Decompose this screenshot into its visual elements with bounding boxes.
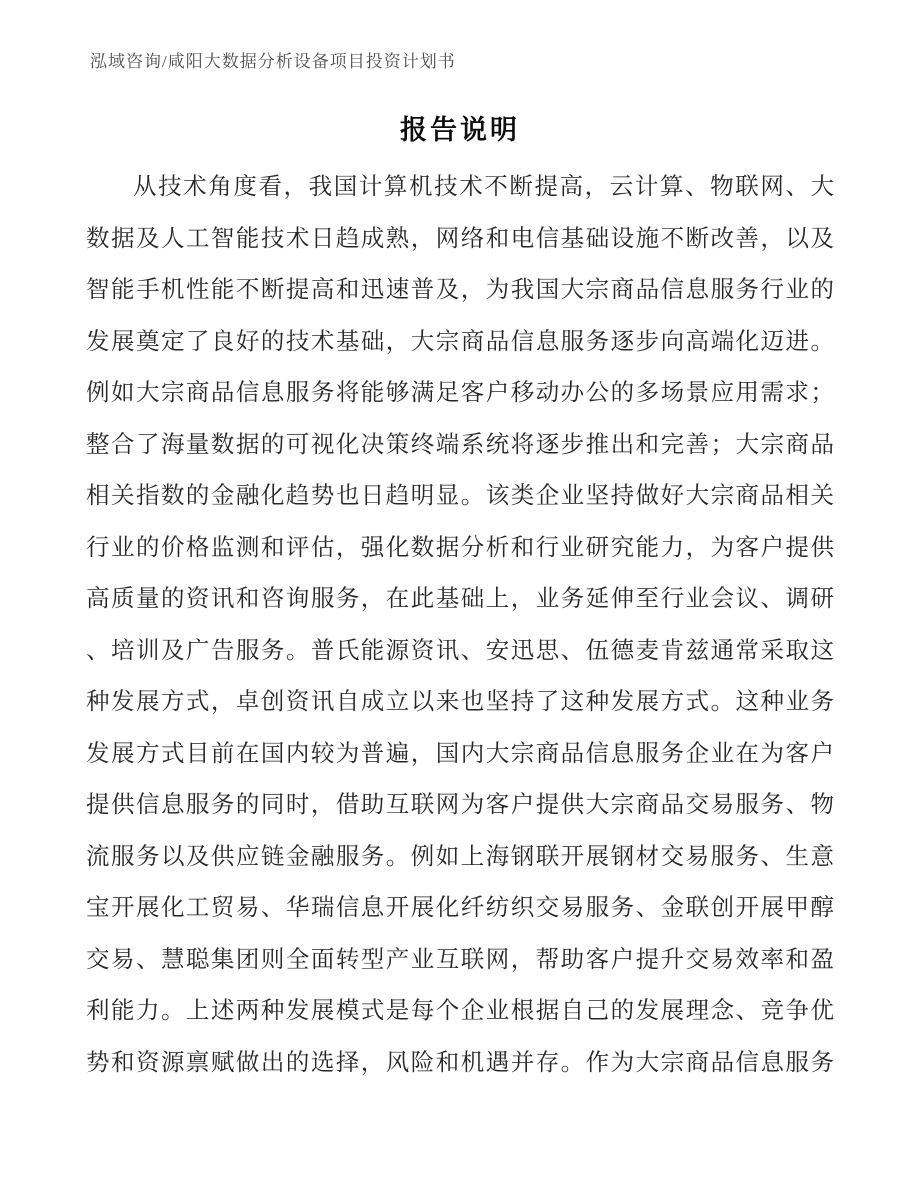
page-title: 报告说明 — [400, 115, 520, 145]
paragraph-line: 交易、慧聪集团则全面转型产业互联网，帮助客户提升交易效率和盈 — [86, 946, 834, 973]
paragraph-line: 宝开展化工贸易、华瑞信息开展化纤纺织交易服务、金联创开展甲醇 — [86, 895, 834, 921]
paragraph-line: 发展方式目前在国内较为普遍，国内大宗商品信息服务企业在为客户 — [86, 740, 834, 767]
paragraph-line: 、培训及广告服务。普氏能源资讯、安迅思、伍德麦肯兹通常采取这 — [86, 637, 834, 664]
paragraph-line: 智能手机性能不断提高和迅速普及，为我国大宗商品信息服务行业的 — [86, 277, 834, 303]
paragraph-line: 利能力。上述两种发展模式是每个企业根据自己的发展理念、竞争优 — [86, 998, 834, 1024]
paragraph-line: 发展奠定了良好的技术基础，大宗商品信息服务逐步向高端化迈进。 — [86, 328, 834, 355]
paragraph-line: 相关指数的金融化趋势也日趋明显。该类企业坚持做好大宗商品相关 — [86, 483, 834, 509]
paragraph-line: 流服务以及供应链金融服务。例如上海钢联开展钢材交易服务、生意 — [86, 843, 834, 870]
paragraph-line: 势和资源禀赋做出的选择，风险和机遇并存。作为大宗商品信息服务 — [86, 1049, 834, 1076]
paragraph-line: 高质量的资讯和咨询服务，在此基础上，业务延伸至行业会议、调研 — [86, 586, 834, 612]
paragraph-line: 从技术角度看，我国计算机技术不断提高，云计算、物联网、大 — [133, 174, 834, 200]
paragraph-line: 种发展方式，卓创资讯自成立以来也坚持了这种发展方式。这种业务 — [86, 689, 834, 715]
document-header: 泓域咨询/咸阳大数据分析设备项目投资计划书 — [90, 52, 456, 71]
paragraph-line: 例如大宗商品信息服务将能够满足客户移动办公的多场景应用需求； — [86, 380, 834, 406]
report-paragraph — [86, 162, 834, 1089]
paragraph-line: 整合了海量数据的可视化决策终端系统将逐步推出和完善；大宗商品 — [86, 431, 834, 458]
paragraph-line: 数据及人工智能技术日趋成熟，网络和电信基础设施不断改善，以及 — [86, 225, 834, 252]
paragraph-line: 行业的价格监测和评估，强化数据分析和行业研究能力，为客户提供 — [86, 534, 834, 561]
paragraph-line: 提供信息服务的同时，借助互联网为客户提供大宗商品交易服务、物 — [86, 792, 834, 818]
